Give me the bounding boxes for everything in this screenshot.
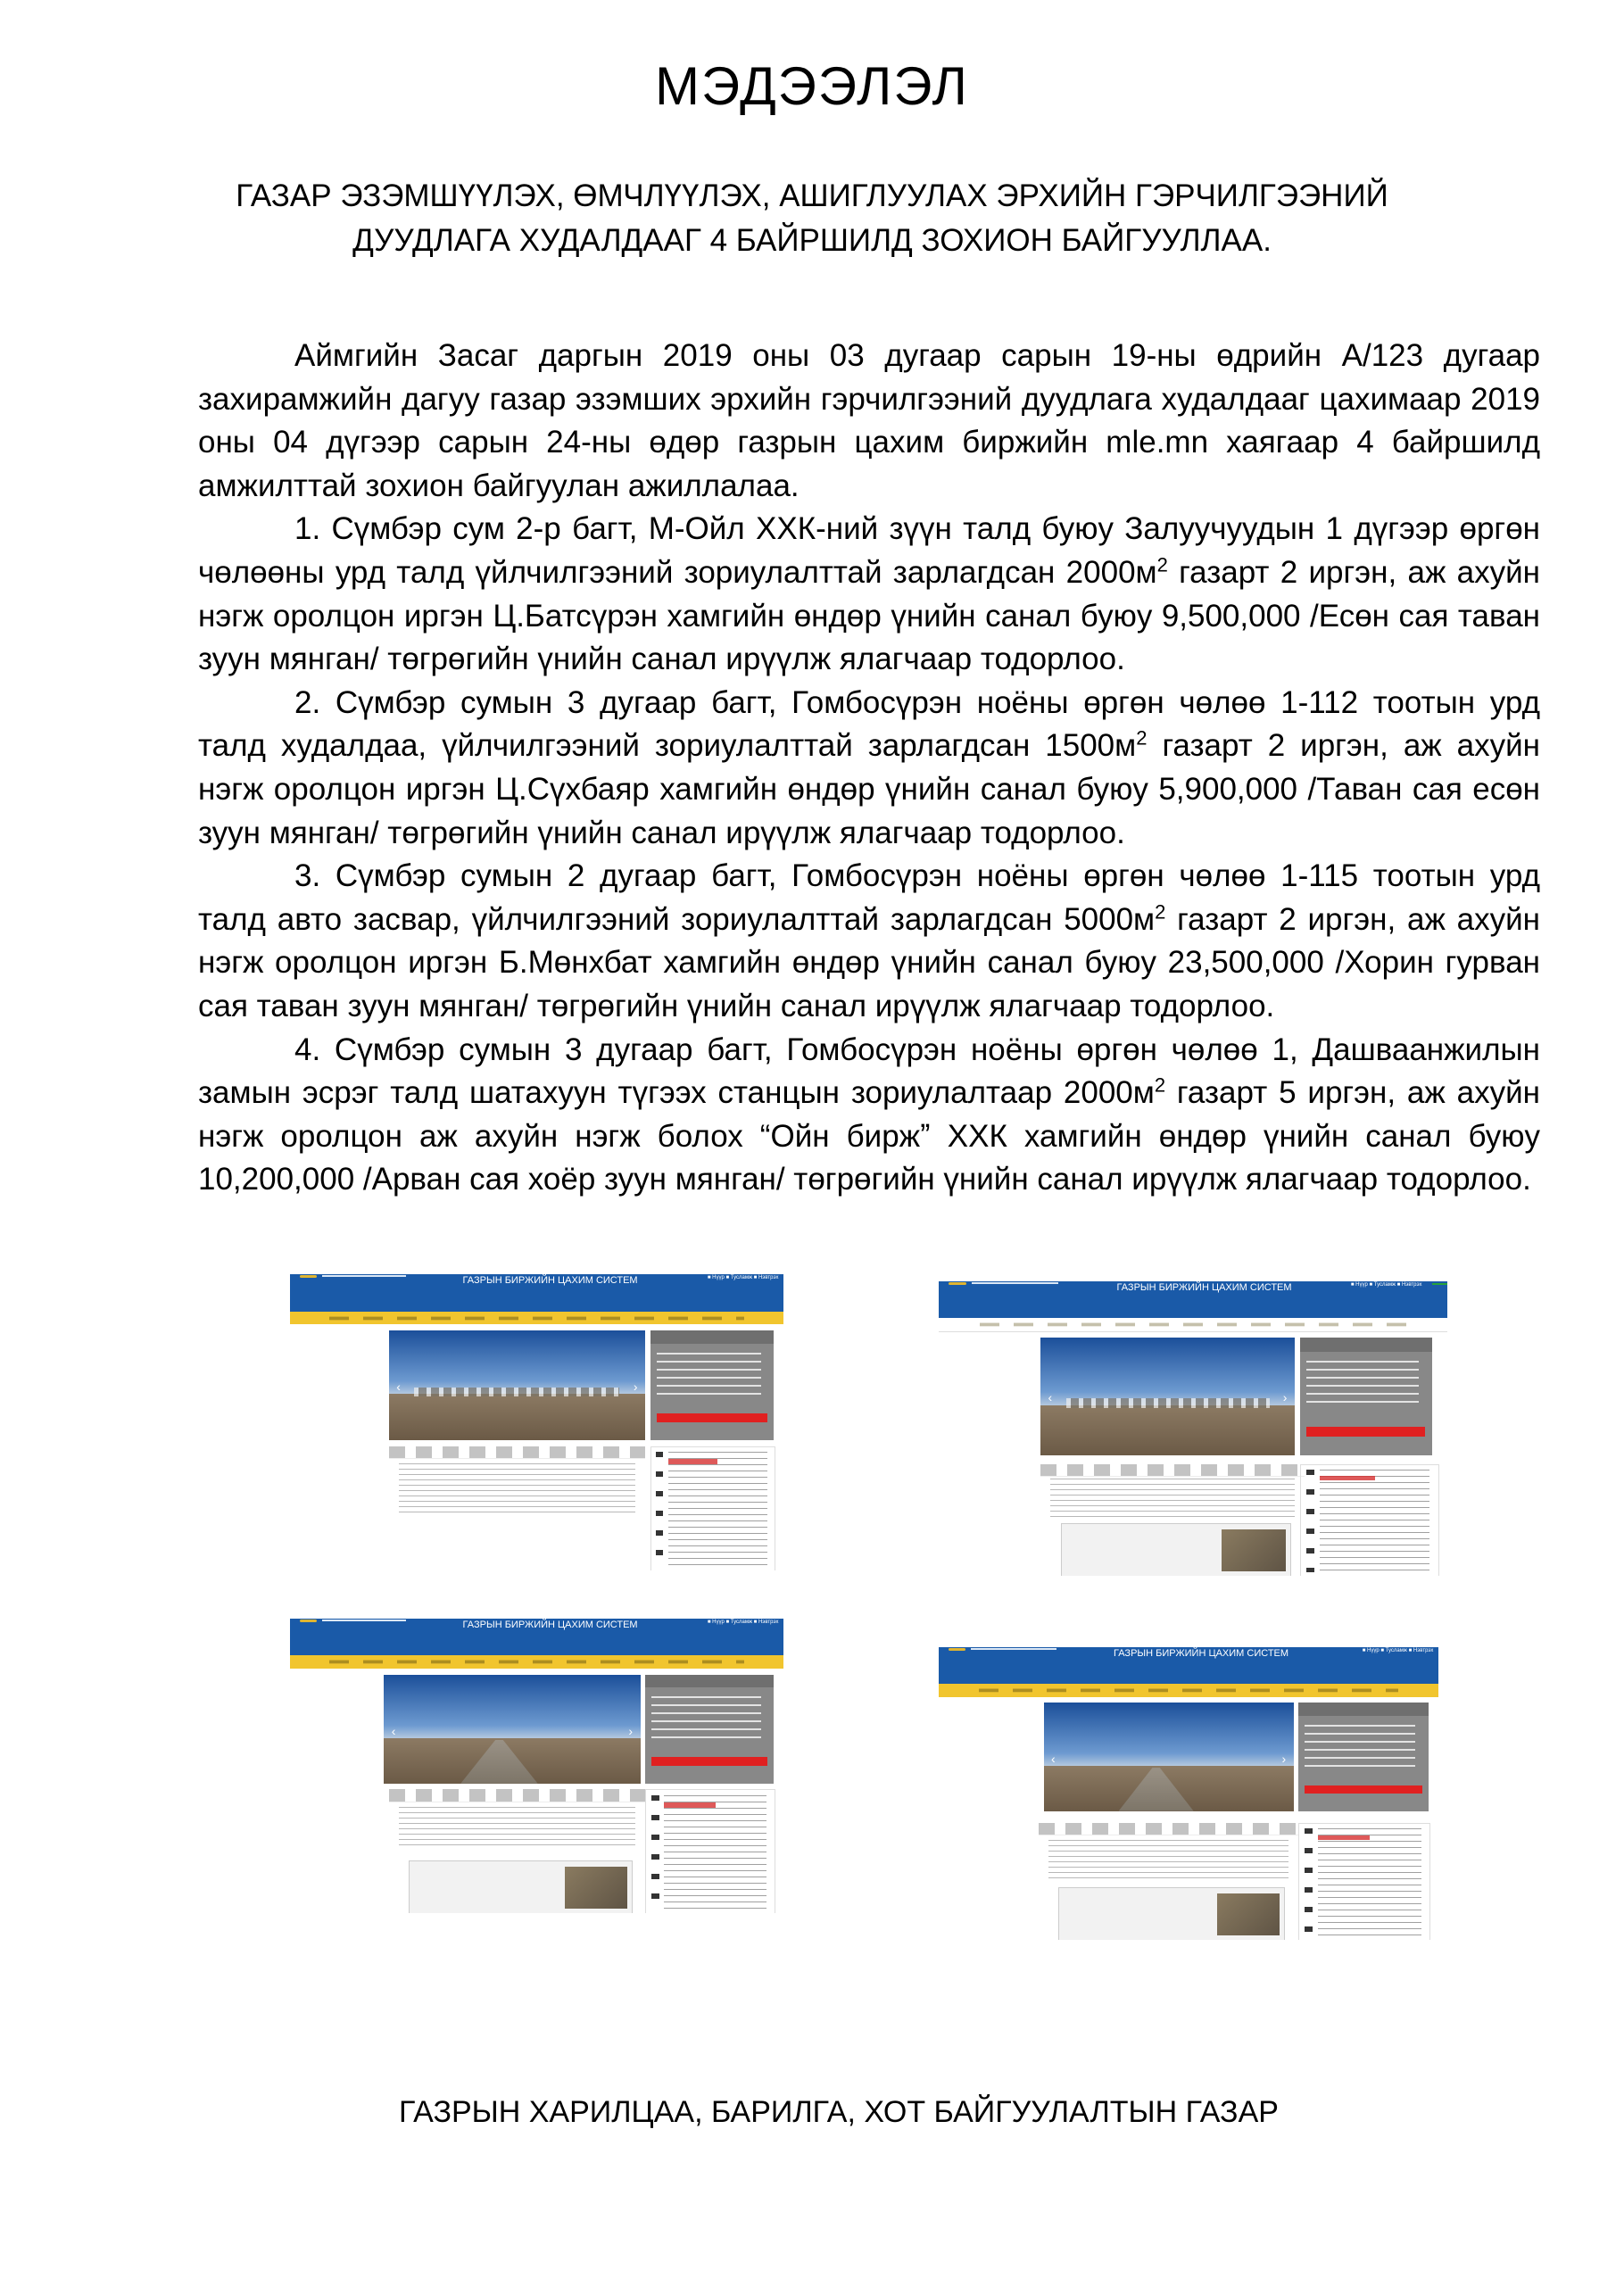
- system-name: ГАЗРЫН БИРЖИЙН ЦАХИМ СИСТЕМ: [462, 1620, 638, 1631]
- page-title: МЭДЭЭЛЭЛ: [655, 56, 969, 116]
- auction-item-1: 1. Сүмбэр сум 2-р багт, М-Ойл ХХК-ний зүүн талд буюу Залуучуудын 1 дүгээр өргөн чөлөөны урд талд үйлчилгээний зориулалттай зарлагдсан $2000м^2$ газарт 2 иргэн, аж ахуйн нэгж оролцон иргэн Ц.Батсүрэн хамгийн өндөр үнийн санал буюу 9,500,000 /Есөн сая таван зуун мянган/ төгрөгийн үнийн санал ирүүлж ялагчаар тодорлоо.: [198, 511, 1540, 677]
- top-links: ■ Нүүр ■ Тусламж ■ Нэвтрэх: [1362, 1647, 1434, 1653]
- google-map: [1058, 1887, 1285, 1940]
- lot-description: [399, 1463, 635, 1517]
- site-header: [939, 1647, 1438, 1684]
- system-name: ГАЗРЫН БИРЖИЙН ЦАХИМ СИСТЕМ: [1114, 1648, 1289, 1660]
- document-body: [198, 335, 1540, 1202]
- agency-logo-text: [971, 1648, 1056, 1650]
- google-map: [409, 1860, 633, 1913]
- system-name: ГАЗРЫН БИРЖИЙН ЦАХИМ СИСТЕМ: [1116, 1282, 1292, 1294]
- site-header: [290, 1274, 783, 1312]
- chevron-left-icon: ‹: [1050, 1751, 1056, 1766]
- chevron-right-icon: ›: [1281, 1751, 1287, 1766]
- lot-tabs: [389, 1789, 646, 1802]
- emblem-icon: [949, 1648, 965, 1652]
- emblem-icon: [949, 1282, 965, 1286]
- auction-screenshot-1: [290, 1274, 783, 1570]
- lot-photo: [1044, 1703, 1294, 1810]
- subtitle-line-2: ДУУДЛАГА ХУДАЛДААГ 4 БАЙРШИЛД ЗОХИОН БАЙГУУЛЛАА.: [352, 223, 1272, 258]
- page-subtitle: [0, 174, 1624, 263]
- agency-logo-text: [322, 1275, 406, 1277]
- lot-sidebar: [650, 1446, 775, 1570]
- lot-description: [1048, 1840, 1288, 1881]
- system-name: ГАЗРЫН БИРЖИЙН ЦАХИМ СИСТЕМ: [462, 1275, 638, 1287]
- site-nav: [290, 1655, 783, 1669]
- chevron-left-icon: ‹: [396, 1379, 401, 1395]
- site-nav: [939, 1684, 1438, 1697]
- lot-sidebar: [1298, 1823, 1430, 1940]
- agency-logo-text: [972, 1282, 1058, 1284]
- site-header: [939, 1281, 1447, 1318]
- lot-info-panel: [645, 1675, 774, 1784]
- site-nav: [290, 1312, 783, 1325]
- green-button: [1432, 1283, 1447, 1285]
- auction-item-3: 3. Сүмбэр сумын 2 дугаар багт, Гомбосүрэн ноёны өргөн чөлөө 1-115 тоотын урд талд авто засвар, үйлчилгээний зориулалттай зарлагдсан $5000м^2$ газарт 2 иргэн, аж ахуйн нэгж оролцон иргэн Б.Мөнхбат хамгийн өндөр үнийн санал буюу 23,500,000 /Хорин гурван сая таван зуун мянган/ төгрөгийн үнийн санал ирүүлж ялагчаар тодорлоо.: [198, 858, 1540, 1023]
- emblem-icon: [300, 1620, 317, 1623]
- auction-item-2: 2. Сүмбэр сумын 3 дугаар багт, Гомбосүрэн ноёны өргөн чөлөө 1-112 тоотын урд талд худалдаа, үйлчилгээний зориулалттай зарлагдсан $1500м^2$ газарт 2 иргэн, аж ахуйн нэгж оролцон иргэн Ц.Сүхбаяр хамгийн өндөр үнийн санал буюу 5,900,000 /Таван сая есөн зуун мянган/ төгрөгийн үнийн санал ирүүлж ялагчаар тодорлоо.: [198, 684, 1541, 850]
- bid-button: [651, 1757, 766, 1766]
- lot-photo: [389, 1330, 646, 1440]
- lot-info-panel: [1300, 1338, 1432, 1455]
- auction-item-4: 4. Сүмбэр сумын 3 дугаар багт, Гомбосүрэн ноёны өргөн чөлөө 1, Дашваанжилын замын эсрэг талд шатахуун түгээх станцын зориулалтаар $2000м^2$ газарт 5 иргэн, аж ахуйн нэгж оролцон аж ахуйн нэгж болох “Ойн биржˮ ХХК хамгийн өндөр үнийн санал буюу 10,200,000 /Арван сая хоёр зуун мянган/ төгрөгийн үнийн санал ирүүлж ялагчаар тодорлоо.: [198, 1032, 1541, 1197]
- site-nav: [939, 1318, 1447, 1332]
- chevron-right-icon: ›: [628, 1723, 633, 1738]
- top-links: ■ Нүүр ■ Тусламж ■ Нэвтрэх: [707, 1619, 779, 1625]
- bid-button: [1306, 1427, 1425, 1437]
- bid-button: [1305, 1785, 1421, 1794]
- top-links: ■ Нүүр ■ Тусламж ■ Нэвтрэх: [707, 1274, 779, 1280]
- lot-tabs: [1040, 1464, 1305, 1477]
- agency-logo-text: [322, 1620, 406, 1621]
- lot-tabs: [389, 1446, 646, 1459]
- intro-paragraph: Аймгийн Засаг даргын 2019 оны 03 дугаар сарын 19-ны өдрийн А/123 дугаар захирамжийн дагуу газар эзэмших эрхийн гэрчилгээний дуудлага худалдааг цахимаар 2019 оны 04 дүгээр сарын 24-ны өдөр газрын цахим биржийн mle.mn хаягаар 4 байршилд амжилттай зохион байгуулан ажиллалаа.: [198, 338, 1540, 503]
- chevron-left-icon: ‹: [391, 1723, 396, 1738]
- issuing-office: ГАЗРЫН ХАРИЛЦАА, БАРИЛГА, ХОТ БАЙГУУЛАЛТЫН ГАЗАР: [399, 2095, 1279, 2129]
- lot-photo: [384, 1675, 641, 1784]
- lot-photo: [1040, 1338, 1295, 1455]
- lot-sidebar: [1300, 1464, 1439, 1576]
- emblem-icon: [300, 1275, 317, 1279]
- chevron-left-icon: ‹: [1048, 1390, 1053, 1405]
- bid-button: [657, 1413, 767, 1422]
- chevron-right-icon: ›: [1282, 1390, 1288, 1405]
- top-links: ■ Нүүр ■ Тусламж ■ Нэвтрэх: [1350, 1281, 1422, 1288]
- lot-description: [399, 1807, 635, 1848]
- lot-info-panel: [650, 1330, 774, 1440]
- google-map: [1061, 1523, 1292, 1576]
- chevron-right-icon: ›: [633, 1379, 638, 1395]
- lot-description: [1050, 1479, 1295, 1520]
- auction-screenshot-2: [939, 1281, 1447, 1576]
- auction-screenshot-3: [290, 1619, 783, 1913]
- site-header: [290, 1619, 783, 1655]
- lot-sidebar: [645, 1789, 775, 1913]
- lot-tabs: [1039, 1823, 1298, 1835]
- subtitle-line-1: ГАЗАР ЭЗЭМШҮҮЛЭХ, ӨМЧЛҮҮЛЭХ, АШИГЛУУЛАХ ЭРХИЙН ГЭРЧИЛГЭЭНИЙ: [236, 178, 1388, 213]
- auction-screenshot-4: [939, 1647, 1438, 1940]
- lot-info-panel: [1298, 1703, 1429, 1810]
